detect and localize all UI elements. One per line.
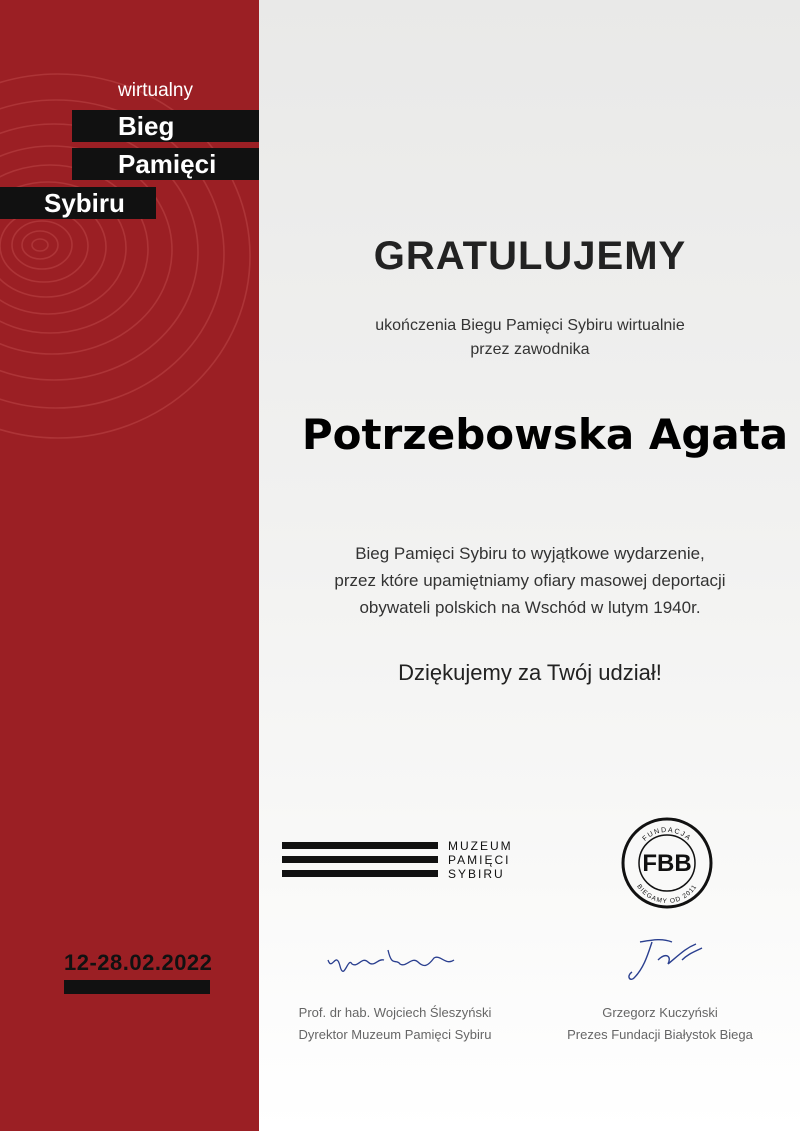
fbb-letters: FBB (642, 850, 692, 877)
subtitle-line: przez zawodnika (470, 341, 590, 358)
thanks-message: Dziękujemy za Twój udział! (398, 660, 662, 685)
museum-logo-line (282, 870, 438, 877)
signatory-name: Prof. dr hab. Wojciech Śleszyński (298, 1005, 492, 1020)
signatory-role: Prezes Fundacji Białystok Biega (567, 1027, 753, 1042)
description-line: przez które upamiętniamy ofiary masowej deportacji (334, 571, 726, 590)
dates-underline-bar (64, 980, 210, 994)
signatory-2 (540, 1002, 780, 1046)
fbb-foundation-logo (620, 816, 714, 910)
museum-logo-line (282, 856, 438, 863)
subtitle-line: ukończenia Biegu Pamięci Sybiru wirtualnie (375, 317, 685, 334)
logo-wirtualny: wirtualny (118, 80, 193, 101)
signatory-name: Grzegorz Kuczyński (602, 1005, 718, 1020)
signature-sleszynski (322, 938, 462, 984)
sidebar-panel (0, 0, 259, 1131)
certificate-title: GRATULUJEMY (373, 234, 687, 278)
signatory-1 (270, 1002, 520, 1046)
certificate-subtitle (300, 314, 760, 362)
participant-name: Potrzebowska Agata (301, 410, 789, 459)
logo-line-pamieci: Pamięci (72, 148, 259, 180)
museum-logo-word: PAMIĘCI (448, 853, 511, 867)
logo-line-sybiru: Sybiru (0, 187, 156, 219)
museum-logo-word: MUZEUM (448, 839, 513, 853)
event-dates: 12-28.02.2022 (64, 950, 213, 975)
description-line: Bieg Pamięci Sybiru to wyjątkowe wydarzenie, (355, 544, 705, 563)
fbb-ring-bottom-text: BIEGAMY OD 2011 (635, 883, 699, 906)
signature-kuczynski (622, 930, 712, 986)
fbb-ring-top-text: FUNDACJA (641, 826, 693, 843)
description-line: obywateli polskich na Wschód w lutym 1940r. (359, 598, 701, 617)
signatory-role: Dyrektor Muzeum Pamięci Sybiru (298, 1027, 492, 1042)
event-description (270, 540, 790, 621)
museum-logo-word: SYBIRU (448, 867, 505, 881)
tree-rings-decoration (0, 0, 259, 460)
logo-line-bieg: Bieg (72, 110, 259, 142)
museum-logo-text (448, 839, 513, 881)
museum-logo-line (282, 842, 438, 849)
